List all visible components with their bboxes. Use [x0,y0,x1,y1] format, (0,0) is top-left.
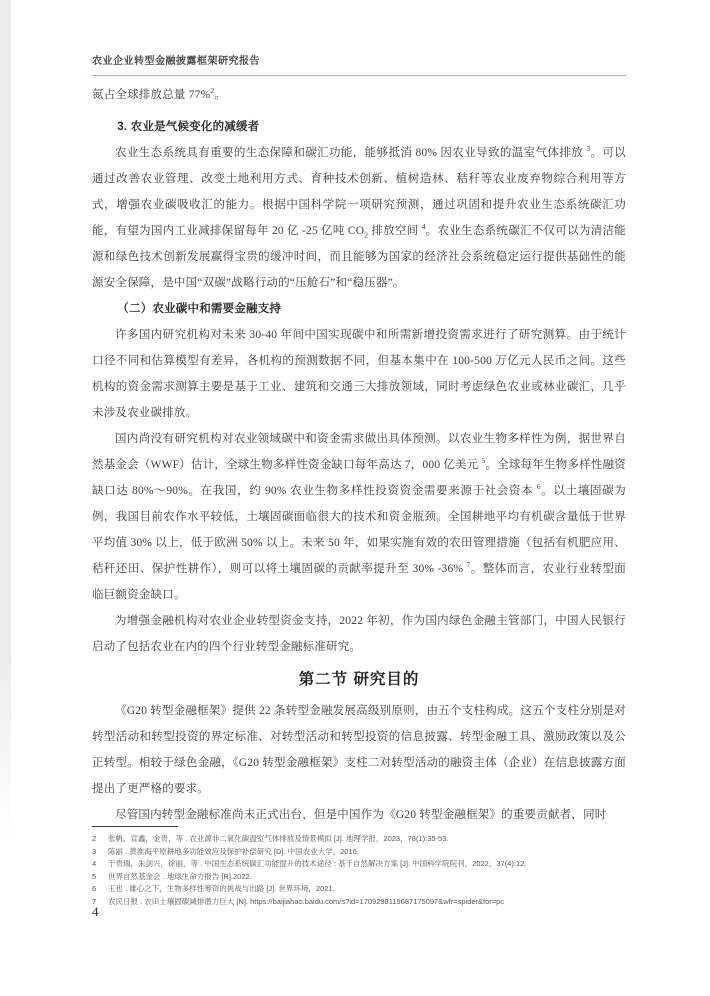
footnote-item [92,871,626,884]
gap-text-1: 国内尚没有研究机构对农业领域碳中和资金需求做出具体预测。以农业生物多样性为例，据世界自然基金会（WWF）估计，全球生物多样性资金缺口每年高达 7，000 亿美元 [92,433,626,471]
ecosystem-text-1: 农业生态系统具有重要的生态保障和碳汇功能，能够抵消 80% 因农业导致的温室气体排放 [115,147,587,159]
footnote-item [92,846,626,859]
page-edge-shading [0,0,11,840]
page-number: 4 [92,904,99,919]
footnote-text: 陈丽 . 黄淮海平原耕地多功能效应及保护补偿研究 [D]. 中国农业大学，2016. [108,846,359,856]
footnote-text: 于贵瑞，朱剑兴，徐丽，等 . 中国生态系统碳汇功能提升的技术途径 : 基于自然解决方案 [J]. 中国科学院院刊，2022，37(4):12. [108,859,527,868]
footnote-text: 王也 . 雄心之下，生物多样性筹资的挑战与出路 [J]. 世界环境，2021. [108,884,335,893]
footnote-ref-5: 5 [481,456,486,466]
footnote-item [92,833,626,846]
paragraph-continuation [92,82,626,108]
footnote-number: 4 [92,859,97,868]
footnote-ref-3: 3 [586,144,591,154]
continuation-text: 氮占全球排放总量 77% [92,89,211,101]
gap-text-2: 。全球每年生物多样性融资缺口达 80%～90%。在我国，约 90% 农业生物多样性投资资金需要来源于社会资本 [92,459,626,497]
footnote-item [92,896,626,909]
paragraph-contributor: 尽管国内转型金融标准尚未正式出台，但是中国作为《G20 转型金融框架》的重要贡献者，同时 [115,809,607,821]
paragraph-investment-estimates: 许多国内研究机构对未来 30-40 年间中国实现碳中和所需新增投资需求进行了研究测算。由于统计口径不同和估算模型有差异，各机构的预测数据不同，但基本集中在 100-500 万亿元人民币之间。这些机构的资金需求测算主要是基于工业、建筑和交通三大排放领域，同时考虑绿色农业或林业碳汇，几乎未涉及农业碳排放。 [92,329,626,419]
footnote-text: 张帆，宣鑫，金贵，等 . 农业源非二氧化碳温室气体排放及情景模拟 [J]. 地理学报，2023，78(1):35-53. [108,834,449,843]
footnotes-section [92,826,626,908]
footnote-number: 7 [92,896,97,906]
footnote-ref-4: 4 [421,222,426,232]
footnote-ref-2: 2 [210,86,215,96]
footnote-number: 2 [92,834,97,843]
ecosystem-text-3: 排放空间 [368,225,422,237]
running-header-title: 农业企业转型金融披露框架研究报告 [92,56,260,67]
gap-text-4: 。整体而言，农业行业转型面临巨额资金缺口。 [92,563,626,601]
footnote-divider [92,826,178,827]
footnote-text: 农民日报 . 农田土壤固碳减排潜力巨大 [N]. https://baijiahao.baidu.com/s?id=1709298119687175097&wfr=spider&for=pc [108,896,505,906]
paragraph-pboc-standards: 为增强金融机构对农业企业转型资金支持，2022 年初，作为国内绿色金融主管部门，中国人民银行启动了包括农业在内的四个行业转型金融标准研究。 [92,615,626,653]
gap-text-3: 。以土壤固碳为例，我国目前农作水平较低，土壤固碳面临很大的技术和资金瓶颈。全国耕地平均有机碳含量低于世界平均值 30% 以上，低于欧洲 50% 以上。未来 50 年，如果实施有效的农田管理措施（包括有机肥应用、秸秆还田、保护性耕作），则可以将土壤固碳的贡献率提升至 30% -36% [92,485,626,575]
paragraph-ecosystem [92,140,626,296]
ecosystem-text-4: 。农业生态系统碳汇不仅可以为清洁能源和绿色技术创新发展赢得宝贵的缓冲时间，而且能够为国家的经济社会系统稳定运行提供基础性的能源安全保障，是中国“双碳”战略行动的“压舱石”和“稳压器”。 [92,225,626,289]
paragraph-funding-gap [92,426,626,608]
footnote-text: 世界自然基金会 . 地球生命力报告 [R].2022. [108,871,252,881]
footnote-item [92,883,626,896]
heading-finance-support: （二）农业碳中和需要金融支持 [117,303,282,315]
paragraph-g20-framework: 《G20 转型金融框架》提供 22 条转型金融发展高级别原则，由五个支柱构成。这五个支柱分别是对转型活动和转型投资的界定标准、对转型活动和转型投资的信息披露、转型金融工具、激励政策以及公正转型。相较于绿色金融，《G20 转型金融框架》支柱二对转型活动的融资主体（企业）在信息披露方面提出了更严格的要求。 [92,705,626,795]
continuation-text-end: 。 [214,89,227,101]
ecosystem-text-2: 。可以通过改善农业管理、改变土地利用方式、育种技术创新、植树造林、秸秆等农业废弃物综合利用等方式，增强农业碳吸收汇的能力。根据中国科学院一项研究预测，通过巩固和提升农业生态系统碳汇功能，有望为国内工业减排保留每年 20 亿 -25 亿吨 CO [92,147,626,237]
page-content [92,0,626,828]
footnote-number: 6 [92,884,97,893]
footnote-ref-7: 7 [466,560,471,570]
footnote-number: 5 [92,871,97,881]
footnote-item [92,858,626,871]
footnote-number: 3 [92,846,97,856]
heading-climate-mitigator: 3. 农业是气候变化的减缓者 [117,121,260,133]
running-header [92,52,626,76]
co2-subscript: 2 [364,230,369,240]
footnote-ref-6: 6 [536,482,541,492]
section-title-research-purpose: 第二节 研究目的 [298,671,420,688]
